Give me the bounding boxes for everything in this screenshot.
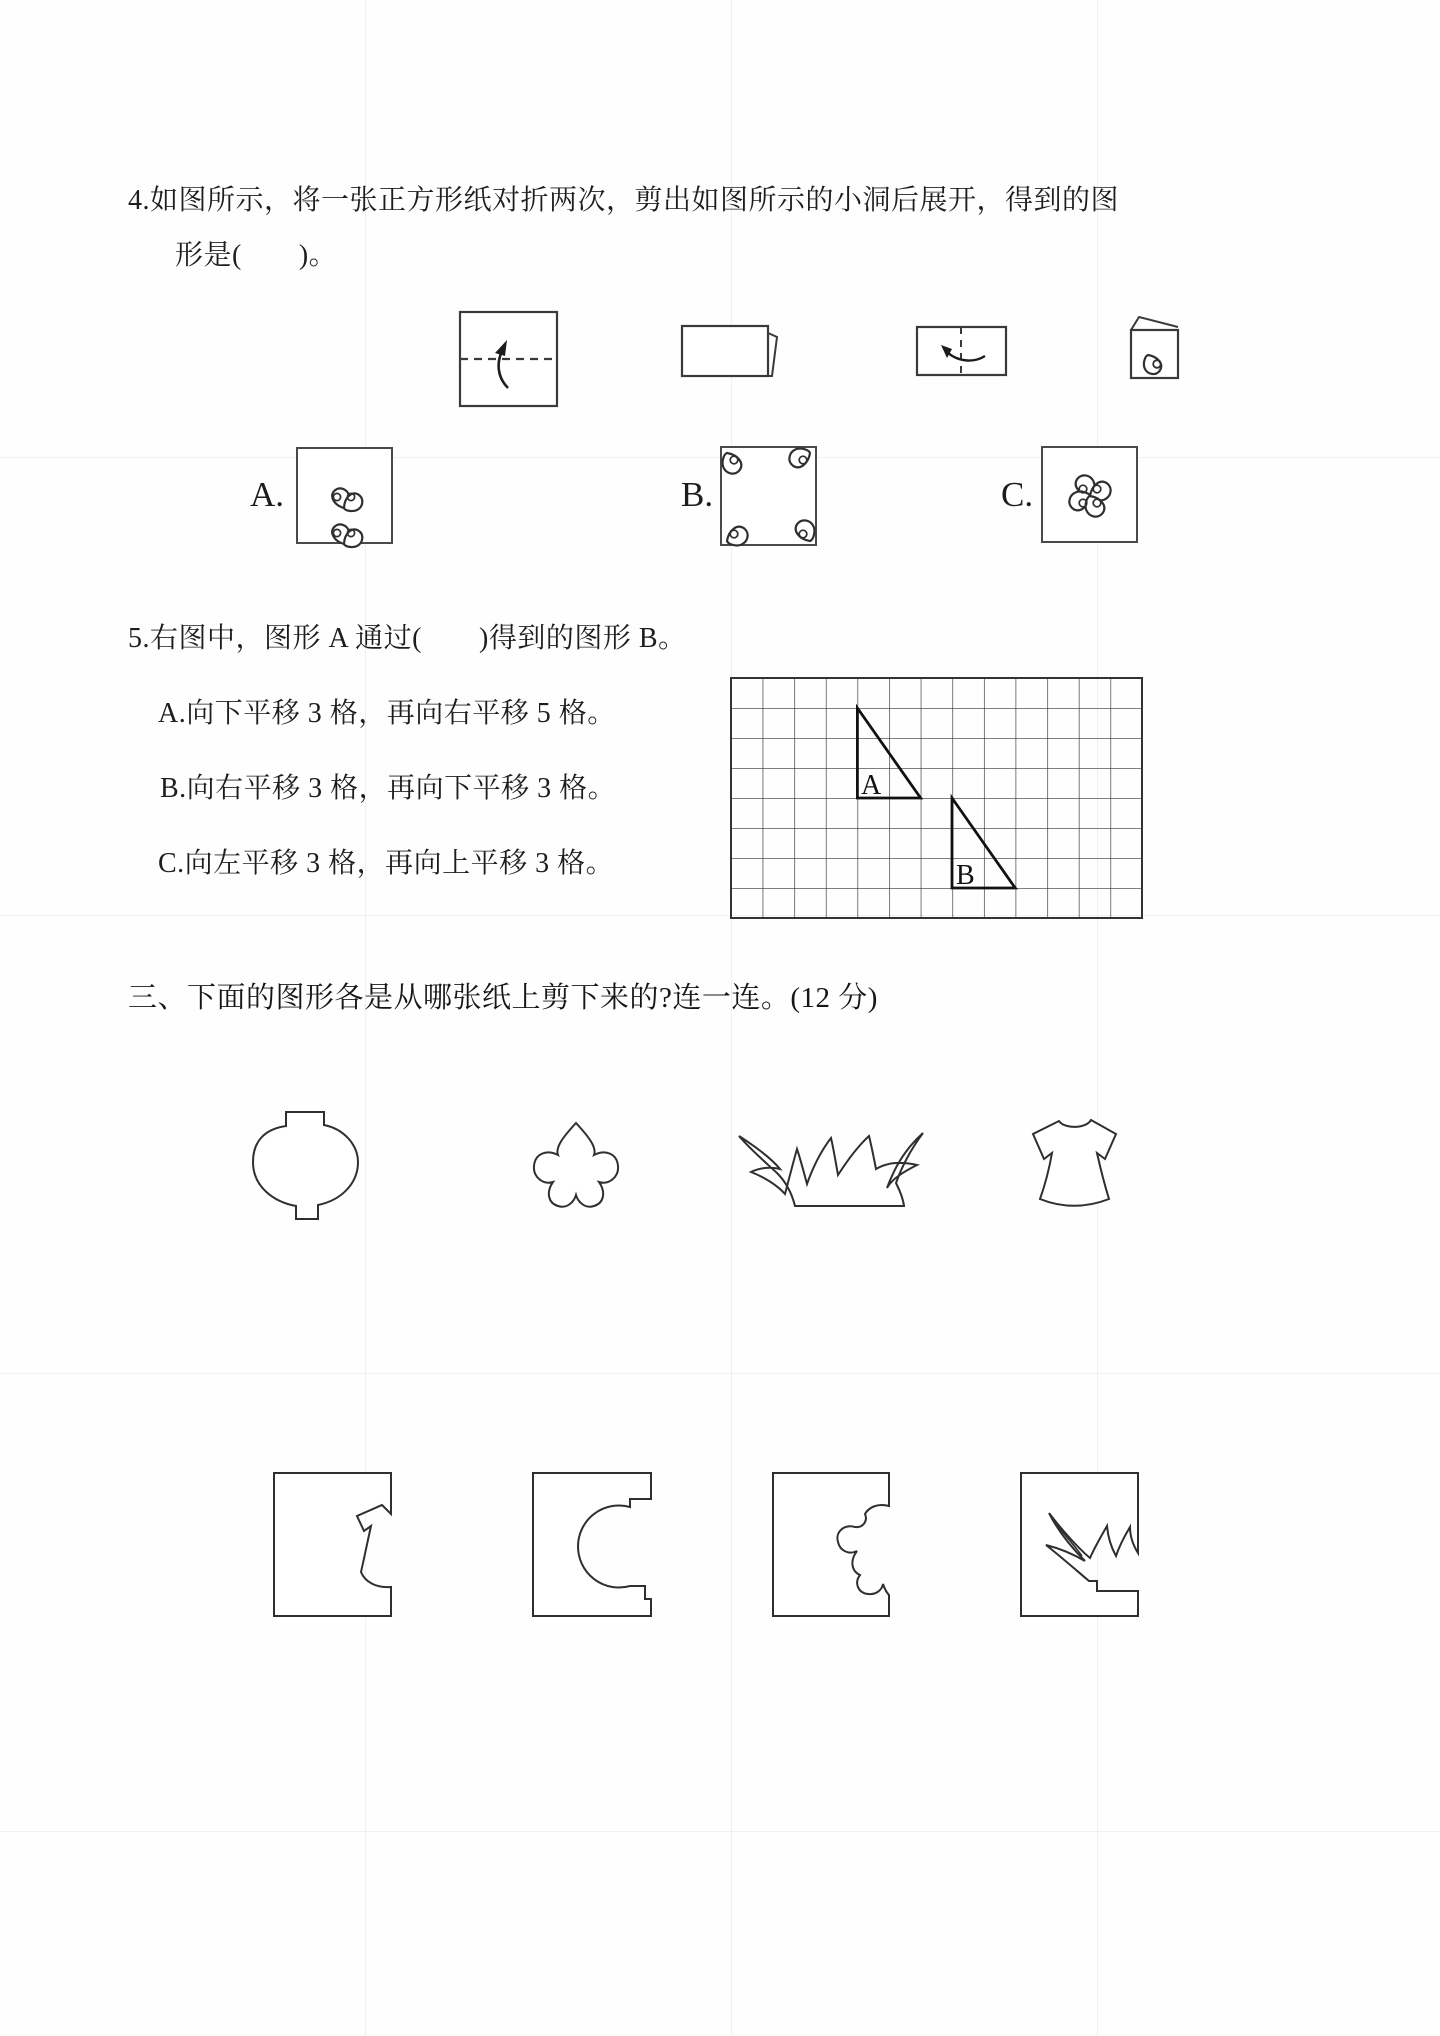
q4-option-b-figure bbox=[717, 443, 820, 551]
q5-option-c: C.向左平移 3 格，再向上平移 3 格。 bbox=[158, 848, 615, 879]
triangle-b-label: B bbox=[956, 860, 975, 891]
shape-flower bbox=[534, 1123, 618, 1207]
paper-with-lantern-cutout bbox=[533, 1473, 651, 1616]
q4-fold-step3-rect bbox=[917, 327, 1006, 375]
paper-with-flower-cutout bbox=[773, 1473, 889, 1616]
fold-flap bbox=[768, 333, 777, 376]
q4-fold-step1-square bbox=[460, 312, 557, 406]
q5-option-b: B.向右平移 3 格，再向下平移 3 格。 bbox=[160, 773, 617, 804]
paper-with-grass-cutout bbox=[1021, 1473, 1138, 1616]
triangle-a-label: A bbox=[861, 770, 882, 801]
q4-text-line1: 4.如图所示，将一张正方形纸对折两次，剪出如图所示的小洞后展开，得到的图 bbox=[128, 185, 1120, 216]
q4-option-b-label: B. bbox=[681, 475, 714, 514]
q4-option-a-label: A. bbox=[250, 475, 285, 514]
q4-option-a-figure bbox=[297, 448, 392, 552]
section-three-heading: 三、下面的图形各是从哪张纸上剪下来的?连一连。(12 分) bbox=[128, 982, 878, 1014]
q5-option-a: A.向下平移 3 格，再向右平移 5 格。 bbox=[158, 698, 616, 729]
q4-option-c-figure bbox=[1042, 447, 1137, 542]
q5-prompt: 5.右图中，图形 A 通过( )得到的图形 B。 bbox=[128, 623, 687, 654]
q4-fold-step4-cut-square bbox=[1131, 317, 1178, 378]
q5-grid-figure bbox=[731, 678, 1142, 918]
fold-flap bbox=[1131, 317, 1178, 330]
q4-option-c-label: C. bbox=[1001, 475, 1034, 514]
shape-dress bbox=[1033, 1120, 1116, 1206]
shape-grass bbox=[739, 1133, 923, 1206]
q4-fold-step2-folded-rect bbox=[682, 326, 777, 376]
shape-lantern bbox=[253, 1112, 358, 1219]
translation-grid bbox=[731, 678, 1142, 918]
paper-with-dress-cutout bbox=[274, 1473, 391, 1616]
q4-text-line2: 形是( )。 bbox=[175, 240, 338, 271]
